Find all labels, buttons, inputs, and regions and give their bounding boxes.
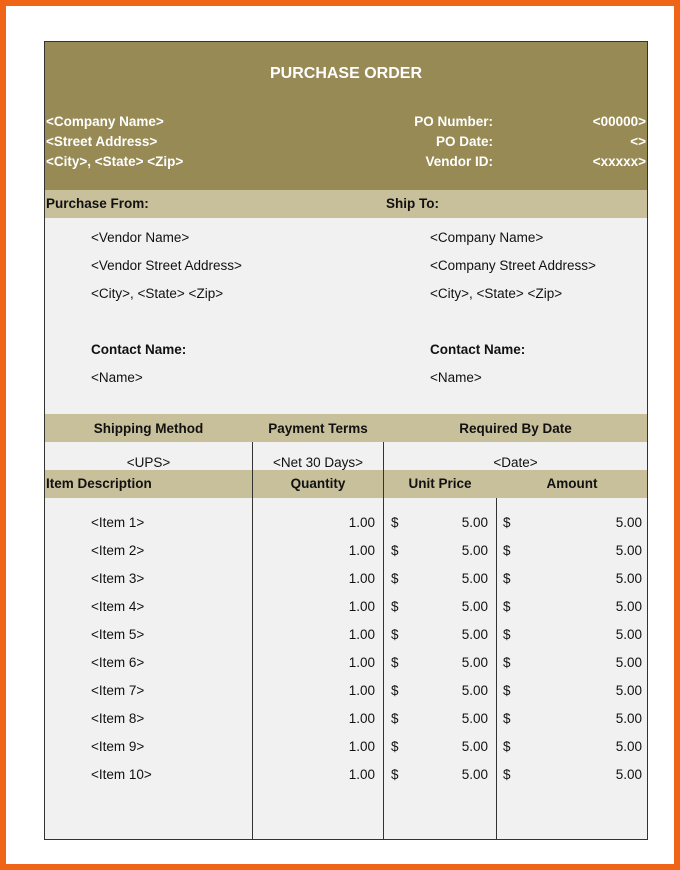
ship-to-company-name[interactable]: <Company Name> [430, 230, 544, 245]
page-title: PURCHASE ORDER [269, 65, 422, 82]
amount-currency: $ [503, 571, 511, 586]
amount-currency: $ [503, 683, 511, 698]
items-header-band [45, 470, 647, 498]
required-by-date-label: Required By Date [459, 421, 572, 436]
amount-currency: $ [503, 711, 511, 726]
item-description[interactable]: <Item 3> [91, 571, 145, 586]
unit-price-currency: $ [391, 739, 399, 754]
item-description[interactable]: <Item 6> [91, 655, 145, 670]
quantity-header: Quantity [290, 476, 346, 491]
item-description[interactable]: <Item 2> [91, 543, 145, 558]
vendor-street-address[interactable]: <Vendor Street Address> [91, 258, 242, 273]
column-divider [383, 442, 384, 840]
vendor-name[interactable]: <Vendor Name> [91, 230, 190, 245]
item-amount: 5.00 [615, 515, 642, 530]
shipping-method-value[interactable]: <UPS> [126, 455, 171, 470]
vendor-id-value[interactable]: <xxxxx> [592, 154, 646, 169]
ship-to-city-state-zip[interactable]: <City>, <State> <Zip> [430, 286, 563, 301]
item-unit-price[interactable]: 5.00 [461, 711, 488, 726]
item-description[interactable]: <Item 4> [91, 599, 145, 614]
address-section-band [45, 190, 647, 218]
unit-price-currency: $ [391, 515, 399, 530]
item-description[interactable]: <Item 7> [91, 683, 145, 698]
item-quantity[interactable]: 1.00 [348, 515, 375, 530]
item-quantity[interactable]: 1.00 [348, 683, 375, 698]
ship-to-contact-label: Contact Name: [430, 342, 526, 357]
item-amount: 5.00 [615, 627, 642, 642]
unit-price-currency: $ [391, 571, 399, 586]
item-amount: 5.00 [615, 543, 642, 558]
vendor-contact-label: Contact Name: [91, 342, 187, 357]
item-quantity[interactable]: 1.00 [348, 571, 375, 586]
item-unit-price[interactable]: 5.00 [461, 571, 488, 586]
shipping-header-band [45, 414, 647, 442]
item-quantity[interactable]: 1.00 [348, 767, 375, 782]
ship-to-contact-name[interactable]: <Name> [430, 370, 482, 385]
po-date-label: PO Date: [435, 134, 493, 149]
item-unit-price[interactable]: 5.00 [461, 515, 488, 530]
amount-currency: $ [503, 599, 511, 614]
item-amount: 5.00 [615, 711, 642, 726]
item-unit-price[interactable]: 5.00 [461, 599, 488, 614]
item-amount: 5.00 [615, 571, 642, 586]
ship-to-label: Ship To: [386, 196, 439, 211]
unit-price-header: Unit Price [408, 476, 472, 491]
amount-currency: $ [503, 627, 511, 642]
item-unit-price[interactable]: 5.00 [461, 543, 488, 558]
column-divider [252, 442, 253, 840]
item-unit-price[interactable]: 5.00 [461, 683, 488, 698]
vendor-id-label: Vendor ID: [425, 154, 493, 169]
item-amount: 5.00 [615, 739, 642, 754]
unit-price-currency: $ [391, 627, 399, 642]
amount-currency: $ [503, 543, 511, 558]
item-amount: 5.00 [615, 683, 642, 698]
po-number-value[interactable]: <00000> [592, 114, 646, 129]
vendor-city-state-zip[interactable]: <City>, <State> <Zip> [91, 286, 224, 301]
payment-terms-label: Payment Terms [268, 421, 368, 436]
item-amount: 5.00 [615, 655, 642, 670]
item-unit-price[interactable]: 5.00 [461, 739, 488, 754]
unit-price-currency: $ [391, 655, 399, 670]
item-amount: 5.00 [615, 599, 642, 614]
company-name: <Company Name> [46, 114, 164, 129]
item-unit-price[interactable]: 5.00 [461, 655, 488, 670]
payment-terms-value[interactable]: <Net 30 Days> [272, 455, 364, 470]
item-description-header: Item Description [46, 476, 152, 491]
unit-price-currency: $ [391, 767, 399, 782]
amount-currency: $ [503, 739, 511, 754]
street-address: <Street Address> [46, 134, 158, 149]
po-date-value[interactable]: <> [630, 134, 646, 149]
purchase-order-sheet [44, 41, 648, 840]
item-quantity[interactable]: 1.00 [348, 543, 375, 558]
amount-header: Amount [546, 476, 598, 491]
unit-price-currency: $ [391, 711, 399, 726]
po-number-label: PO Number: [414, 114, 493, 129]
amount-currency: $ [503, 767, 511, 782]
required-by-date-value[interactable]: <Date> [493, 455, 538, 470]
item-quantity[interactable]: 1.00 [348, 599, 375, 614]
unit-price-currency: $ [391, 543, 399, 558]
unit-price-currency: $ [391, 683, 399, 698]
city-state-zip: <City>, <State> <Zip> [46, 154, 184, 169]
ship-to-street-address[interactable]: <Company Street Address> [430, 258, 596, 273]
item-quantity[interactable]: 1.00 [348, 655, 375, 670]
item-amount: 5.00 [615, 767, 642, 782]
unit-price-currency: $ [391, 599, 399, 614]
item-unit-price[interactable]: 5.00 [461, 627, 488, 642]
item-quantity[interactable]: 1.00 [348, 739, 375, 754]
item-description[interactable]: <Item 5> [91, 627, 145, 642]
item-description[interactable]: <Item 9> [91, 739, 145, 754]
amount-currency: $ [503, 515, 511, 530]
item-quantity[interactable]: 1.00 [348, 711, 375, 726]
item-description[interactable]: <Item 8> [91, 711, 145, 726]
purchase-from-label: Purchase From: [46, 196, 149, 211]
item-description[interactable]: <Item 10> [91, 767, 152, 782]
item-quantity[interactable]: 1.00 [348, 627, 375, 642]
column-divider [496, 498, 497, 840]
shipping-method-label: Shipping Method [93, 421, 204, 436]
amount-currency: $ [503, 655, 511, 670]
item-description[interactable]: <Item 1> [91, 515, 145, 530]
vendor-contact-name[interactable]: <Name> [91, 370, 143, 385]
header-block [45, 42, 647, 190]
item-unit-price[interactable]: 5.00 [461, 767, 488, 782]
